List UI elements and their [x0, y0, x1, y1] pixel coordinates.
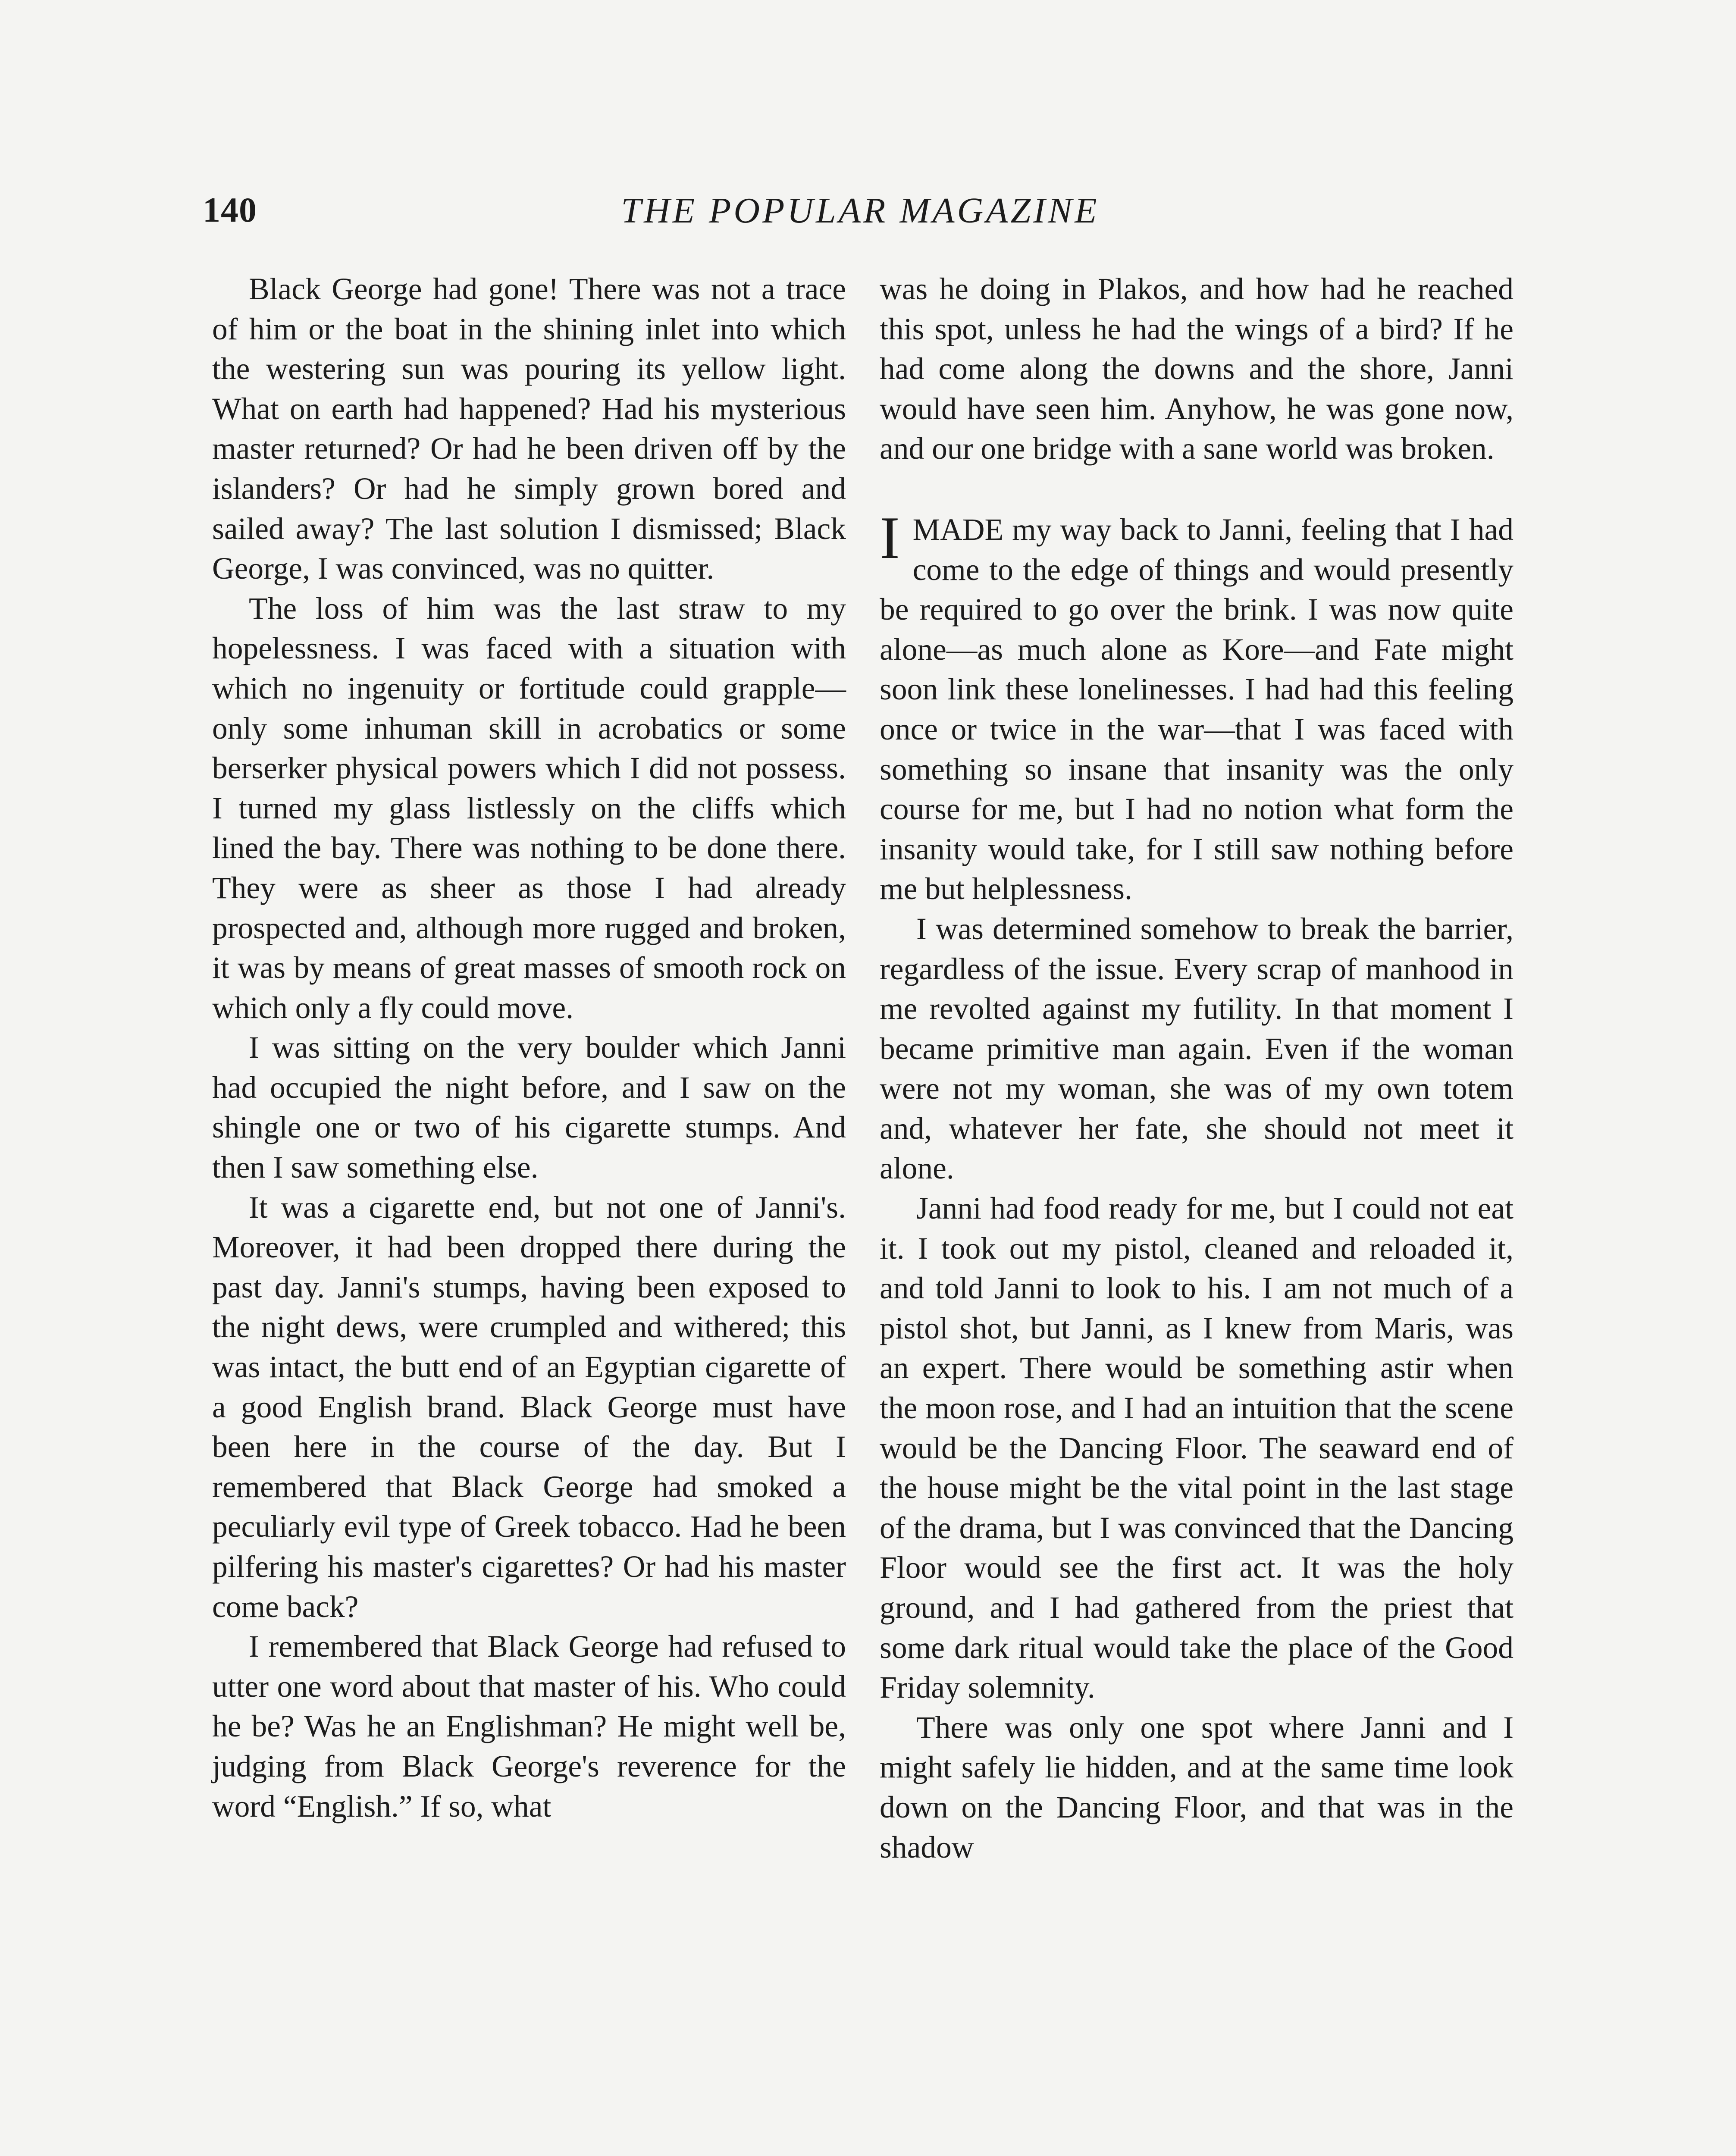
drop-cap: I — [880, 504, 900, 571]
paragraph: It was a cigarette end, but not one of Janni's. Moreover, it had been dropped there during the past day. Janni's stumps, having been exposed to the night dews, were crumpled and withered; this was intact, the butt end of an Egyptian cigarette of a good English brand. Black George must have been here in the course of the day. But I remembered that Black George had smoked a peculiarly evil type of Greek tobacco. Had he been pilfering his master's cigarettes? Or had his master come back? — [212, 1190, 846, 1624]
right-column — [880, 270, 1514, 1868]
running-title: THE POPULAR MAGAZINE — [621, 191, 1100, 231]
paragraph: I remembered that Black George had refused to utter one word about that master of his. Who could he be? Was he an Englishman? He might well be, judging from Black George's reverence for the word “English.” If so, what — [212, 1630, 846, 1824]
left-column — [212, 270, 846, 1827]
paragraph: I was determined somehow to break the barrier, regardless of the issue. Every scrap of manhood in me revolted against my futility. In that moment I became primitive man again. Even if the woman were not my woman, she was of my own totem and, whatever her fate, she should not meet it alone. — [880, 912, 1514, 1186]
section-start-paragraph — [880, 504, 1514, 909]
paragraph: There was only one spot where Janni and I might safely lie hidden, and at the same time look down on the Dancing Floor, and that was in the shadow — [880, 1710, 1514, 1865]
paragraph-continued: was he doing in Plakos, and how had he reached this spot, unless he had the wings of a bird? If he had come along the downs and the shore, Janni would have seen him. Anyhow, he was gone now, and our one bridge with a sane world was broken. — [880, 272, 1514, 466]
paragraph: Janni had food ready for me, but I could not eat it. I took out my pistol, cleaned and reloaded it, and told Janni to look to his. I am not much of a pistol shot, but Janni, as I knew from Maris, was an expert. There would be something astir when the moon rose, and I had an intuition that the scene would be the Dancing Floor. The seaward end of the house might be the vital point in the last stage of the drama, but I was convinced that the Dancing Floor would see the first act. It was the holy ground, and I had gathered from the priest that some dark ritual would take the place of the Good Friday solemnity. — [880, 1191, 1514, 1705]
paragraph: Black George had gone! There was not a trace of him or the boat in the shining inlet into which the westering sun was pouring its yellow light. What on earth had happened? Had his mysterious master returned? Or had he been driven off by the islanders? Or had he simply grown bored and sailed away? The last solution I dismissed; Black George, I was convinced, was no quitter. — [212, 272, 846, 586]
section-start-text: MADE my way back to Janni, feeling that I had come to the edge of things and would presently be required to go over the brink. I was now quite alone—as much alone as Kore—and Fate might soon link these lonelinesses. I had had this feeling once or twice in the war—that I was faced with something so insane that insanity was the only course for me, but I had no notion what form the insanity would take, for I still saw nothing before me but helplessness. — [880, 512, 1514, 906]
running-header — [203, 190, 1518, 233]
page-number: 140 — [203, 190, 257, 229]
paragraph: The loss of him was the last straw to my hopelessness. I was faced with a situation with which no ingenuity or fortitude could grapple—only some inhuman skill in acrobatics or some berserker physical powers which I did not possess. I turned my glass listlessly on the cliffs which lined the bay. There was nothing to be done there. They were as sheer as those I had already prospected and, although more rugged and broken, it was by means of great masses of smooth rock on which only a fly could move. — [212, 591, 846, 1025]
paragraph: I was sitting on the very boulder which Janni had occupied the night before, and I saw on the shingle one or two of his cigarette stumps. And then I saw something else. — [212, 1031, 846, 1185]
